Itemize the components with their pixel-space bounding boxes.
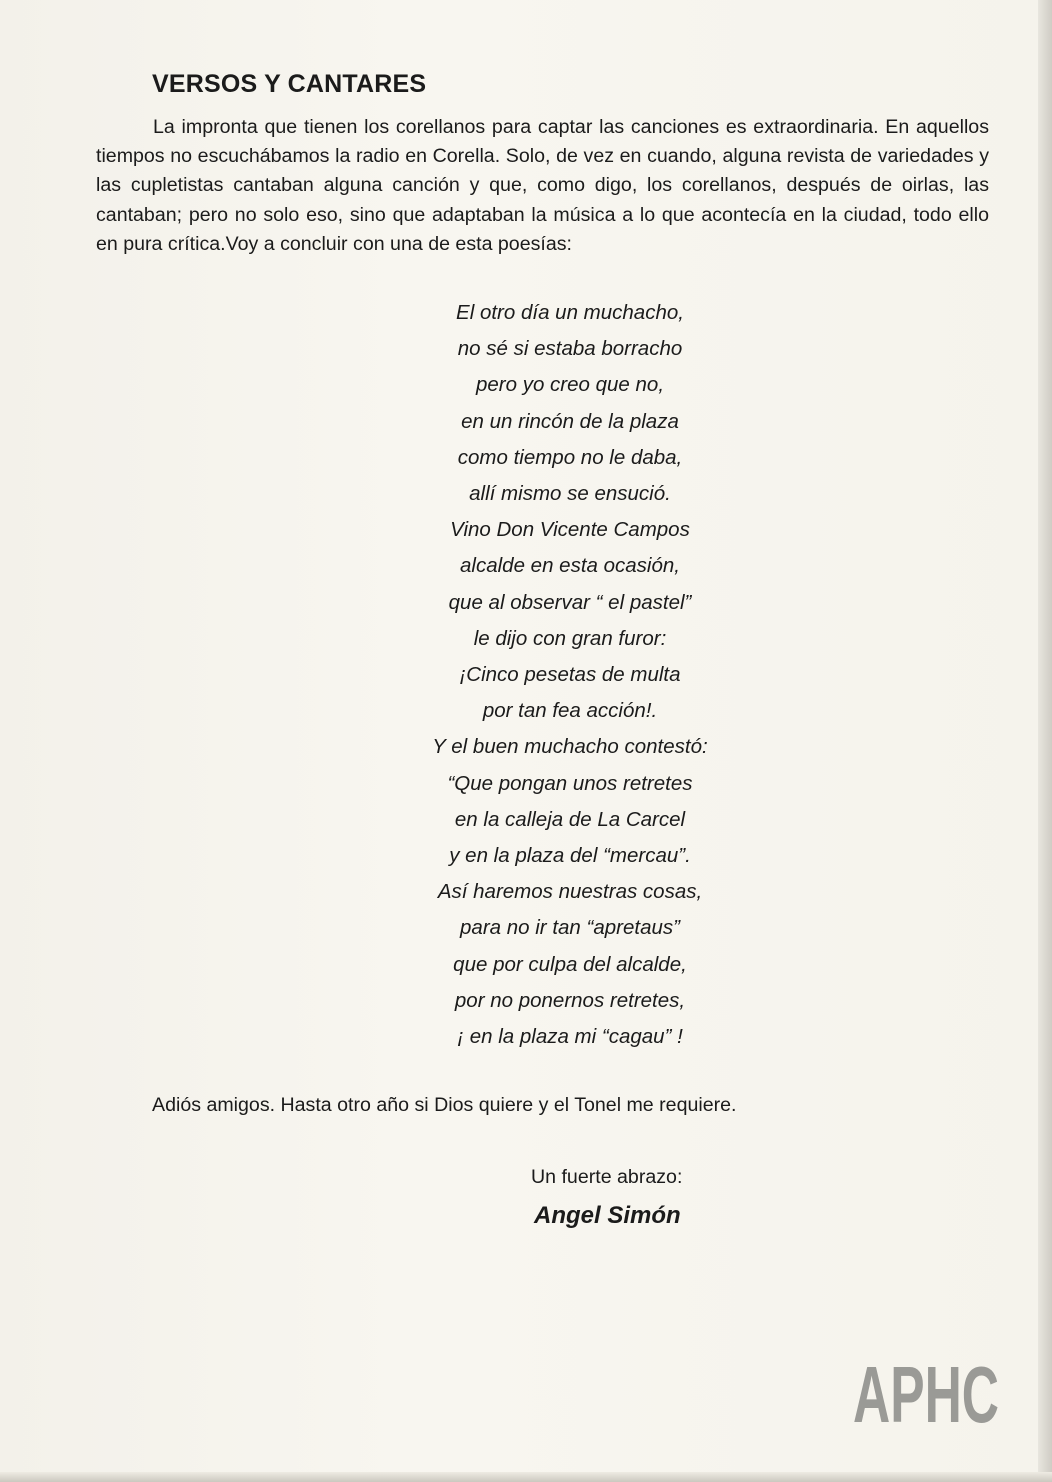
poem-line: le dijo con gran furor: — [473, 626, 667, 650]
poem — [360, 295, 780, 1055]
poem-line: Y el buen muchacho contestó: — [432, 735, 708, 759]
watermark-text: APHC — [853, 1352, 999, 1432]
page-edge-right — [1038, 0, 1052, 1482]
poem-line: para no ir tan “apretaus” — [460, 916, 680, 940]
poem-line: que al observar “ el pastel” — [448, 590, 692, 614]
watermark-logo — [851, 1352, 1001, 1432]
poem-line: allí mismo se ensució. — [469, 482, 671, 506]
poem-line: y en la plaza del “mercau”. — [449, 844, 691, 868]
poem-line: en un rincón de la plaza — [461, 409, 679, 433]
page-edge-bottom — [0, 1472, 1052, 1482]
poem-line: como tiempo no le daba, — [457, 445, 683, 469]
poem-line: por tan fea acción!. — [482, 699, 658, 723]
poem-line: ¡Cinco pesetas de multa — [459, 663, 681, 687]
poem-line: en la calleja de La Carcel — [454, 807, 686, 831]
farewell-line: Adiós amigos. Hasta otro año si Dios quiere y el Tonel me requiere. — [152, 1094, 737, 1116]
intro-paragraph: La impronta que tienen los corellanos para captar las canciones es extraordinaria. En aquellos tiempos no escuchábamos la radio en Corella. Solo, de vez en cuando, alguna revista de variedades y las cupletistas cantaban alguna canción y que, como digo, los corellanos, después de oirlas, las cantaban; pero no solo eso, sino que adaptaban la música a lo que acontecía en la ciudad, todo ello en pura crítica.Voy a concluir con una de esta poesías: — [96, 116, 989, 255]
poem-line: Así haremos nuestras cosas, — [437, 880, 703, 904]
signature: Angel Simón — [534, 1202, 681, 1229]
closing-line: Un fuerte abrazo: — [531, 1166, 683, 1188]
poem-line: alcalde en esta ocasión, — [460, 554, 680, 578]
watermark-logo-graphic — [851, 1352, 1001, 1432]
poem-line: Vino Don Vicente Campos — [450, 518, 690, 542]
poem-line: no sé si estaba borracho — [457, 337, 683, 361]
poem-line: pero yo creo que no, — [475, 373, 665, 397]
poem-line: El otro día un muchacho, — [456, 301, 684, 324]
poem-line: que por culpa del alcalde, — [453, 952, 687, 976]
poem-line: por no ponernos retretes, — [454, 988, 686, 1012]
page-title: VERSOS Y CANTARES — [152, 70, 427, 98]
poem-line: ¡ en la plaza mi “cagau” ! — [457, 1025, 683, 1049]
poem-line: “Que pongan unos retretes — [447, 771, 693, 795]
